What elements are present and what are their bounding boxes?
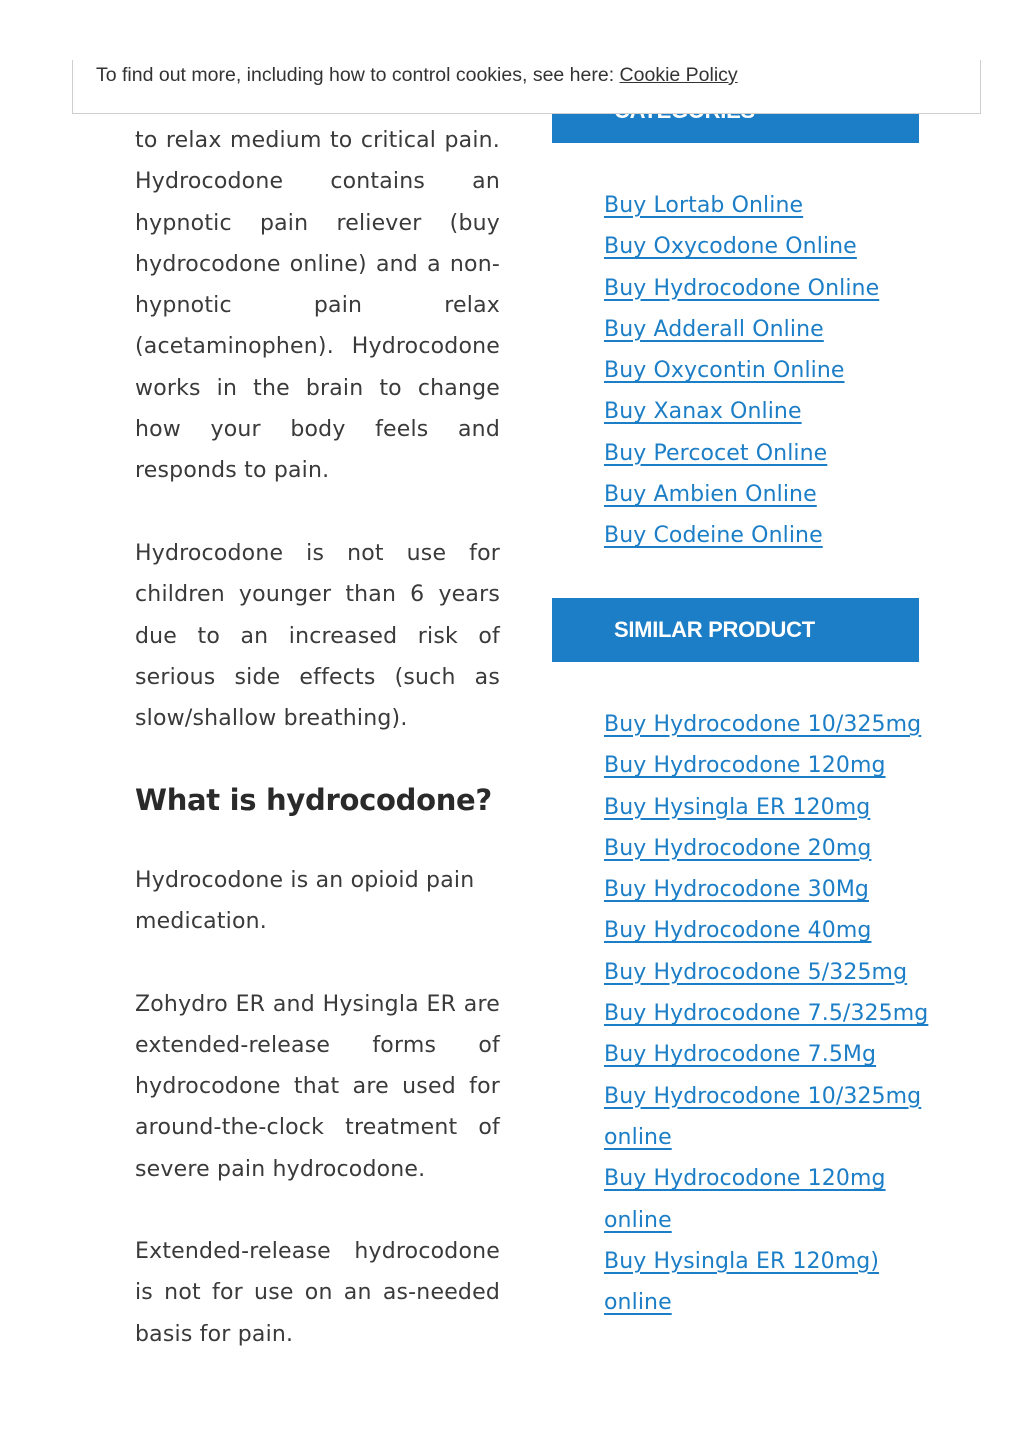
cookie-notice-text: To find out more, including how to control cookies, see here: — [96, 64, 620, 86]
sidebar-link-codeine[interactable]: Buy Codeine Online — [604, 523, 823, 549]
list-item — [604, 910, 934, 951]
sidebar-link-oxycontin[interactable]: Buy Oxycontin Online — [604, 358, 845, 384]
list-item — [604, 828, 934, 869]
section-heading-what-is-hydrocodone: What is hydrocodone? — [135, 783, 492, 817]
cookie-notice-bar — [72, 60, 981, 114]
sidebar-link-xanax[interactable]: Buy Xanax Online — [604, 399, 802, 425]
list-item — [604, 1158, 934, 1241]
list-item — [604, 745, 934, 786]
list-item — [604, 268, 934, 309]
list-item — [604, 350, 934, 391]
list-item — [604, 391, 934, 432]
product-link-hydrocodone-120mg[interactable]: Buy Hydrocodone 120mg — [604, 753, 886, 779]
list-item — [604, 787, 934, 828]
sidebar-link-lortab[interactable]: Buy Lortab Online — [604, 193, 804, 218]
sidebar-link-percocet[interactable]: Buy Percocet Online — [604, 440, 828, 466]
categories-link-list — [604, 185, 934, 557]
product-link-hydrocodone-7-5-325mg[interactable]: Buy Hydrocodone 7.5/325mg — [604, 1001, 929, 1027]
similar-product-link-list — [604, 704, 934, 1323]
product-link-hydrocodone-20mg[interactable]: Buy Hydrocodone 20mg — [604, 835, 872, 861]
list-item — [604, 704, 934, 745]
list-item — [604, 1241, 934, 1324]
list-item — [604, 226, 934, 267]
list-item — [604, 433, 934, 474]
product-link-hysingla-er-120mg-online[interactable]: Buy Hysingla ER 120mg) online — [604, 1248, 880, 1316]
article-paragraph-extended-release: Zohydro ER and Hysingla ER are extended-release forms of hydrocodone that are used for around-the-clock treatment of severe pain hydrocodone. — [135, 991, 500, 1182]
product-link-hydrocodone-30mg[interactable]: Buy Hydrocodone 30Mg — [604, 877, 869, 903]
list-item — [604, 474, 934, 515]
product-link-hydrocodone-7-5mg[interactable]: Buy Hydrocodone 7.5Mg — [604, 1042, 877, 1068]
article-paragraph-children-warning: Hydrocodone is not use for children younger than 6 years due to an increased risk of serious side effects (such as slow/shallow breathing). — [135, 541, 500, 732]
sidebar-link-ambien[interactable]: Buy Ambien Online — [604, 482, 817, 508]
list-item — [604, 1076, 934, 1159]
list-item — [604, 952, 934, 993]
product-link-hydrocodone-10-325mg-online[interactable]: Buy Hydrocodone 10/325mg online — [604, 1083, 922, 1150]
sidebar-link-adderall[interactable]: Buy Adderall Online — [604, 316, 824, 342]
product-link-hydrocodone-5-325mg[interactable]: Buy Hydrocodone 5/325mg — [604, 959, 908, 985]
article-paragraph-as-needed: Extended-release hydrocodone is not for use on an as-needed basis for pain. — [135, 1239, 500, 1347]
product-link-hydrocodone-120mg-online[interactable]: Buy Hydrocodone 120mg online — [604, 1166, 886, 1233]
article-paragraph-definition: Hydrocodone is an opioid pain medication. — [135, 868, 475, 935]
list-item — [604, 185, 934, 226]
product-link-hydrocodone-40mg[interactable]: Buy Hydrocodone 40mg — [604, 918, 872, 944]
sidebar-link-hydrocodone[interactable]: Buy Hydrocodone Online — [604, 275, 880, 301]
list-item — [604, 309, 934, 350]
product-link-hysingla-er-120mg[interactable]: Buy Hysingla ER 120mg — [604, 794, 871, 820]
list-item — [604, 515, 934, 556]
cookie-policy-link[interactable]: Cookie Policy — [619, 64, 738, 86]
list-item — [604, 869, 934, 910]
sidebar-link-oxycodone[interactable]: Buy Oxycodone Online — [604, 234, 857, 260]
article-paragraph-intro: to relax medium to critical pain. Hydrocodone contains an hypnotic pain reliever (buy hydrocodone online) and a non-hypnotic pain relax (acetaminophen). Hydrocodone works in the brain to change how your body feels and responds to pain. — [135, 128, 500, 484]
product-link-hydrocodone-10-325mg[interactable]: Buy Hydrocodone 10/325mg — [604, 712, 922, 737]
similar-product-widget-title: SIMILAR PRODUCT — [552, 598, 919, 662]
list-item — [604, 993, 934, 1034]
list-item — [604, 1034, 934, 1075]
